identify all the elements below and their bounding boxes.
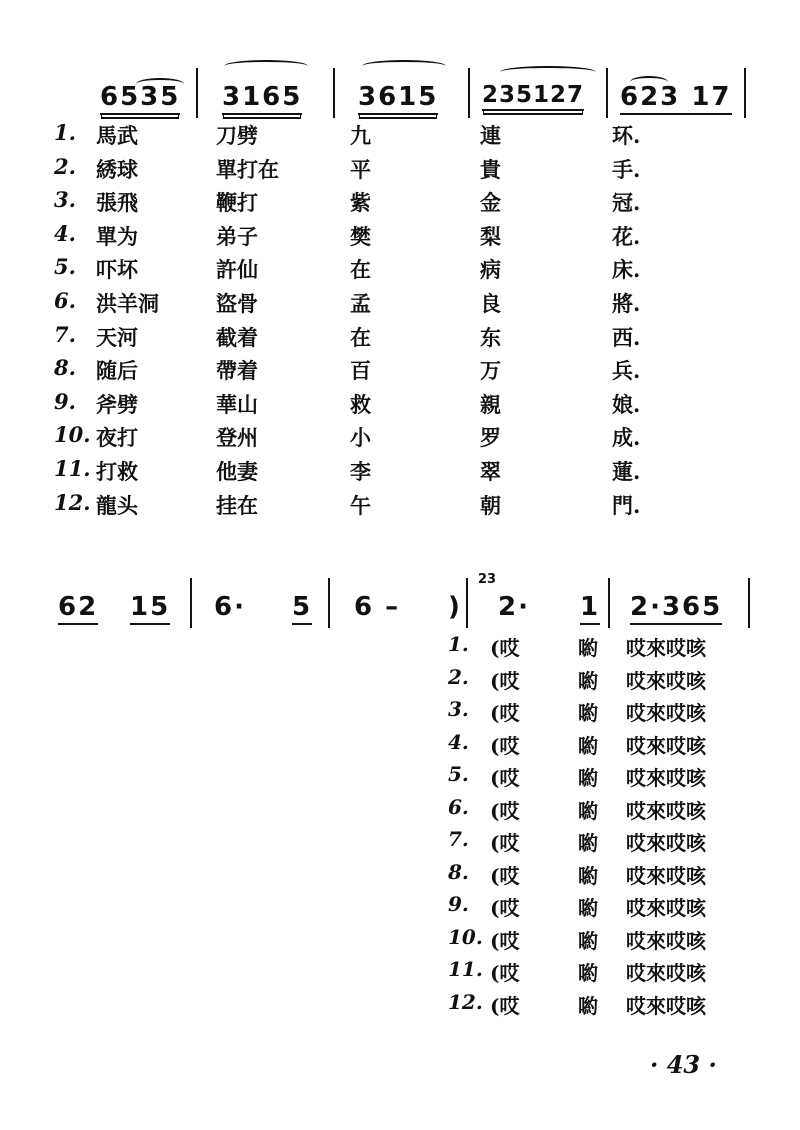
lyric-text: 帶着 xyxy=(216,358,258,384)
measure-9-b: 1 xyxy=(580,592,600,625)
lyric-text: 紫 xyxy=(350,190,371,216)
lyric-text: 喲 xyxy=(578,733,598,758)
lyric-text: 親 xyxy=(480,391,501,417)
barline xyxy=(190,578,192,628)
verse-number: 6. xyxy=(448,794,469,819)
measure-7-b: 5 xyxy=(292,592,312,625)
lyric-text: (哎 xyxy=(490,961,520,985)
lyric-text: 哎來哎咳 xyxy=(626,733,706,758)
verse-number: 9. xyxy=(54,388,76,414)
barline xyxy=(333,68,335,118)
lyric-text: (哎 xyxy=(490,668,520,693)
lyric-text: 貴 xyxy=(480,156,501,182)
lyric-text: 李 xyxy=(350,459,371,484)
lyric-text: 随后 xyxy=(96,358,138,384)
lyric-text: 單打在 xyxy=(216,156,279,182)
verse-number: 8. xyxy=(448,859,469,884)
verse-number: 11. xyxy=(448,957,483,981)
slur xyxy=(224,60,308,72)
barline xyxy=(466,578,468,628)
lyric-text: 哎來哎咳 xyxy=(626,766,706,790)
verse-number: 3. xyxy=(448,697,469,721)
verse-number: 2. xyxy=(54,153,76,179)
verse-number: 5. xyxy=(448,762,469,786)
lyric-text: (哎 xyxy=(490,863,520,888)
page-number: · 43 · xyxy=(650,1050,717,1079)
lyric-text: 在 xyxy=(350,324,371,350)
lyric-text: (哎 xyxy=(490,798,520,823)
lyric-text: 哎來哎咳 xyxy=(626,928,706,953)
lyric-text: 哎來哎咳 xyxy=(626,636,706,660)
lyric-text: 哎來哎咳 xyxy=(626,961,706,985)
verse-number: 4. xyxy=(448,729,469,754)
lyric-text: 洪羊洞 xyxy=(96,291,159,316)
lyric-text: 哎來哎咳 xyxy=(626,798,706,823)
lyric-text: 哎來哎咳 xyxy=(626,993,706,1018)
lyric-text: (哎 xyxy=(490,733,520,758)
lyric-text: 許仙 xyxy=(216,257,258,283)
lyric-text: 病 xyxy=(480,257,501,283)
slur xyxy=(136,78,184,90)
lyric-text: 斧劈 xyxy=(96,391,138,417)
lyric-text: 花. xyxy=(612,223,641,249)
measure-10: 2·365 xyxy=(630,592,722,625)
verse-number: 7. xyxy=(448,827,469,851)
lyric-text: 百 xyxy=(350,358,371,384)
verse-number: 10. xyxy=(448,924,483,949)
lyric-text: 馬武 xyxy=(96,123,138,148)
barline xyxy=(748,578,750,628)
lyric-text: 刀劈 xyxy=(216,123,258,148)
barline xyxy=(328,578,330,628)
lyric-text: 西. xyxy=(612,324,641,350)
lyric-text: 朝 xyxy=(480,492,501,518)
lyric-text: 喲 xyxy=(578,863,598,888)
grace-notes: 23 xyxy=(478,572,497,587)
lyric-text: 兵. xyxy=(612,358,641,384)
lyric-text: 在 xyxy=(350,257,371,283)
lyric-text: 救 xyxy=(350,391,371,417)
verse-number: 5. xyxy=(54,254,76,280)
verse-number: 7. xyxy=(54,321,76,347)
lyric-text: (哎 xyxy=(490,766,520,790)
lyric-text: 喲 xyxy=(578,993,598,1018)
lyric-text: 床. xyxy=(612,257,641,283)
measure-5: 623 17 xyxy=(620,82,732,115)
lyric-text: 單为 xyxy=(96,223,138,249)
verse-number: 1. xyxy=(448,632,469,656)
lyric-text: 梨 xyxy=(480,223,501,249)
measure-7-a: 6· xyxy=(214,592,246,622)
lyric-text: 鞭打 xyxy=(216,190,258,216)
lyric-text: 打救 xyxy=(96,459,138,484)
lyric-text: 九 xyxy=(350,123,371,148)
lyric-text: 冠. xyxy=(612,190,641,216)
barline xyxy=(744,68,746,118)
lyric-text: 截着 xyxy=(216,324,258,350)
measure-1: 6535 xyxy=(100,82,180,115)
lyric-text: 挂在 xyxy=(216,492,258,518)
lyric-text: 东 xyxy=(480,324,501,350)
lyric-text: 吓坏 xyxy=(96,257,138,283)
lyric-text: 万 xyxy=(480,358,501,384)
measure-3: 3615 xyxy=(358,82,438,115)
lyric-text: 龍头 xyxy=(96,492,138,518)
lyric-text: (哎 xyxy=(490,993,520,1018)
lyric-text: 登州 xyxy=(216,425,258,451)
verse-number: 12. xyxy=(54,489,91,515)
lyric-text: 華山 xyxy=(216,391,258,417)
barline xyxy=(196,68,198,118)
lyric-text: 喲 xyxy=(578,798,598,823)
lyric-text: 夜打 xyxy=(96,425,138,451)
lyric-text: 蓮. xyxy=(612,459,641,484)
slur xyxy=(362,60,446,72)
lyric-text: 天河 xyxy=(96,324,138,350)
barline xyxy=(468,68,470,118)
lyric-text: (哎 xyxy=(490,928,520,953)
lyric-text: 綉球 xyxy=(96,156,138,182)
lyric-text: 他妻 xyxy=(216,459,258,484)
lyric-text: 將. xyxy=(612,291,641,316)
lyric-text: 喲 xyxy=(578,636,598,660)
lyric-text: 喲 xyxy=(578,928,598,953)
verse-number: 10. xyxy=(54,422,91,448)
closing-paren: ) xyxy=(448,592,462,622)
measure-9-a: 2· xyxy=(498,592,530,622)
lyric-text: 喲 xyxy=(578,668,598,693)
slur xyxy=(630,76,668,88)
lyric-text: (哎 xyxy=(490,636,520,660)
lyric-text: 成. xyxy=(612,425,641,451)
measure-4: 235127 xyxy=(482,82,584,111)
lyric-text: 弟子 xyxy=(216,223,258,249)
lyric-text: 門. xyxy=(612,492,641,518)
lyric-text: 喲 xyxy=(578,831,598,855)
slur xyxy=(500,66,596,78)
lyric-text: 娘. xyxy=(612,391,641,417)
lyric-text: 哎來哎咳 xyxy=(626,863,706,888)
verse-number: 11. xyxy=(54,456,91,481)
verse-number: 2. xyxy=(448,664,469,689)
lyric-text: 連 xyxy=(480,123,501,148)
lyric-text: 哎來哎咳 xyxy=(626,668,706,693)
measure-2: 3165 xyxy=(222,82,302,115)
verse-number: 9. xyxy=(448,892,469,916)
measure-6-a: 62 xyxy=(58,592,98,625)
measure-6-b: 15 xyxy=(130,592,170,625)
lyric-text: 喲 xyxy=(578,896,598,920)
lyric-text: 哎來哎咳 xyxy=(626,831,706,855)
lyric-text: 喲 xyxy=(578,766,598,790)
lyric-text: 平 xyxy=(350,156,371,182)
verse-number: 4. xyxy=(54,220,76,246)
lyric-text: (哎 xyxy=(490,896,520,920)
lyric-text: 孟 xyxy=(350,291,371,316)
lyric-text: 張飛 xyxy=(96,190,138,216)
lyric-text: 金 xyxy=(480,190,501,216)
lyric-text: 良 xyxy=(480,291,501,316)
lyric-text: 哎來哎咳 xyxy=(626,896,706,920)
verse-number: 6. xyxy=(54,288,76,313)
lyric-text: 樊 xyxy=(350,223,371,249)
lyric-text: 喲 xyxy=(578,701,598,725)
lyric-text: (哎 xyxy=(490,701,520,725)
verse-number: 12. xyxy=(448,989,483,1014)
lyric-text: 喲 xyxy=(578,961,598,985)
measure-8: 6 – xyxy=(354,592,401,622)
lyric-text: 罗 xyxy=(480,425,501,451)
lyric-text: 环. xyxy=(612,123,641,148)
lyric-text: 小 xyxy=(350,425,371,451)
barline xyxy=(608,578,610,628)
barline xyxy=(606,68,608,118)
lyric-text: 午 xyxy=(350,492,371,518)
lyric-text: 盜骨 xyxy=(216,291,258,316)
verse-number: 3. xyxy=(54,187,76,213)
lyric-text: 翠 xyxy=(480,459,501,484)
lyric-text: (哎 xyxy=(490,831,520,855)
verse-number: 8. xyxy=(54,355,76,381)
lyric-text: 手. xyxy=(612,156,641,182)
verse-number: 1. xyxy=(54,120,76,145)
lyric-text: 哎來哎咳 xyxy=(626,701,706,725)
